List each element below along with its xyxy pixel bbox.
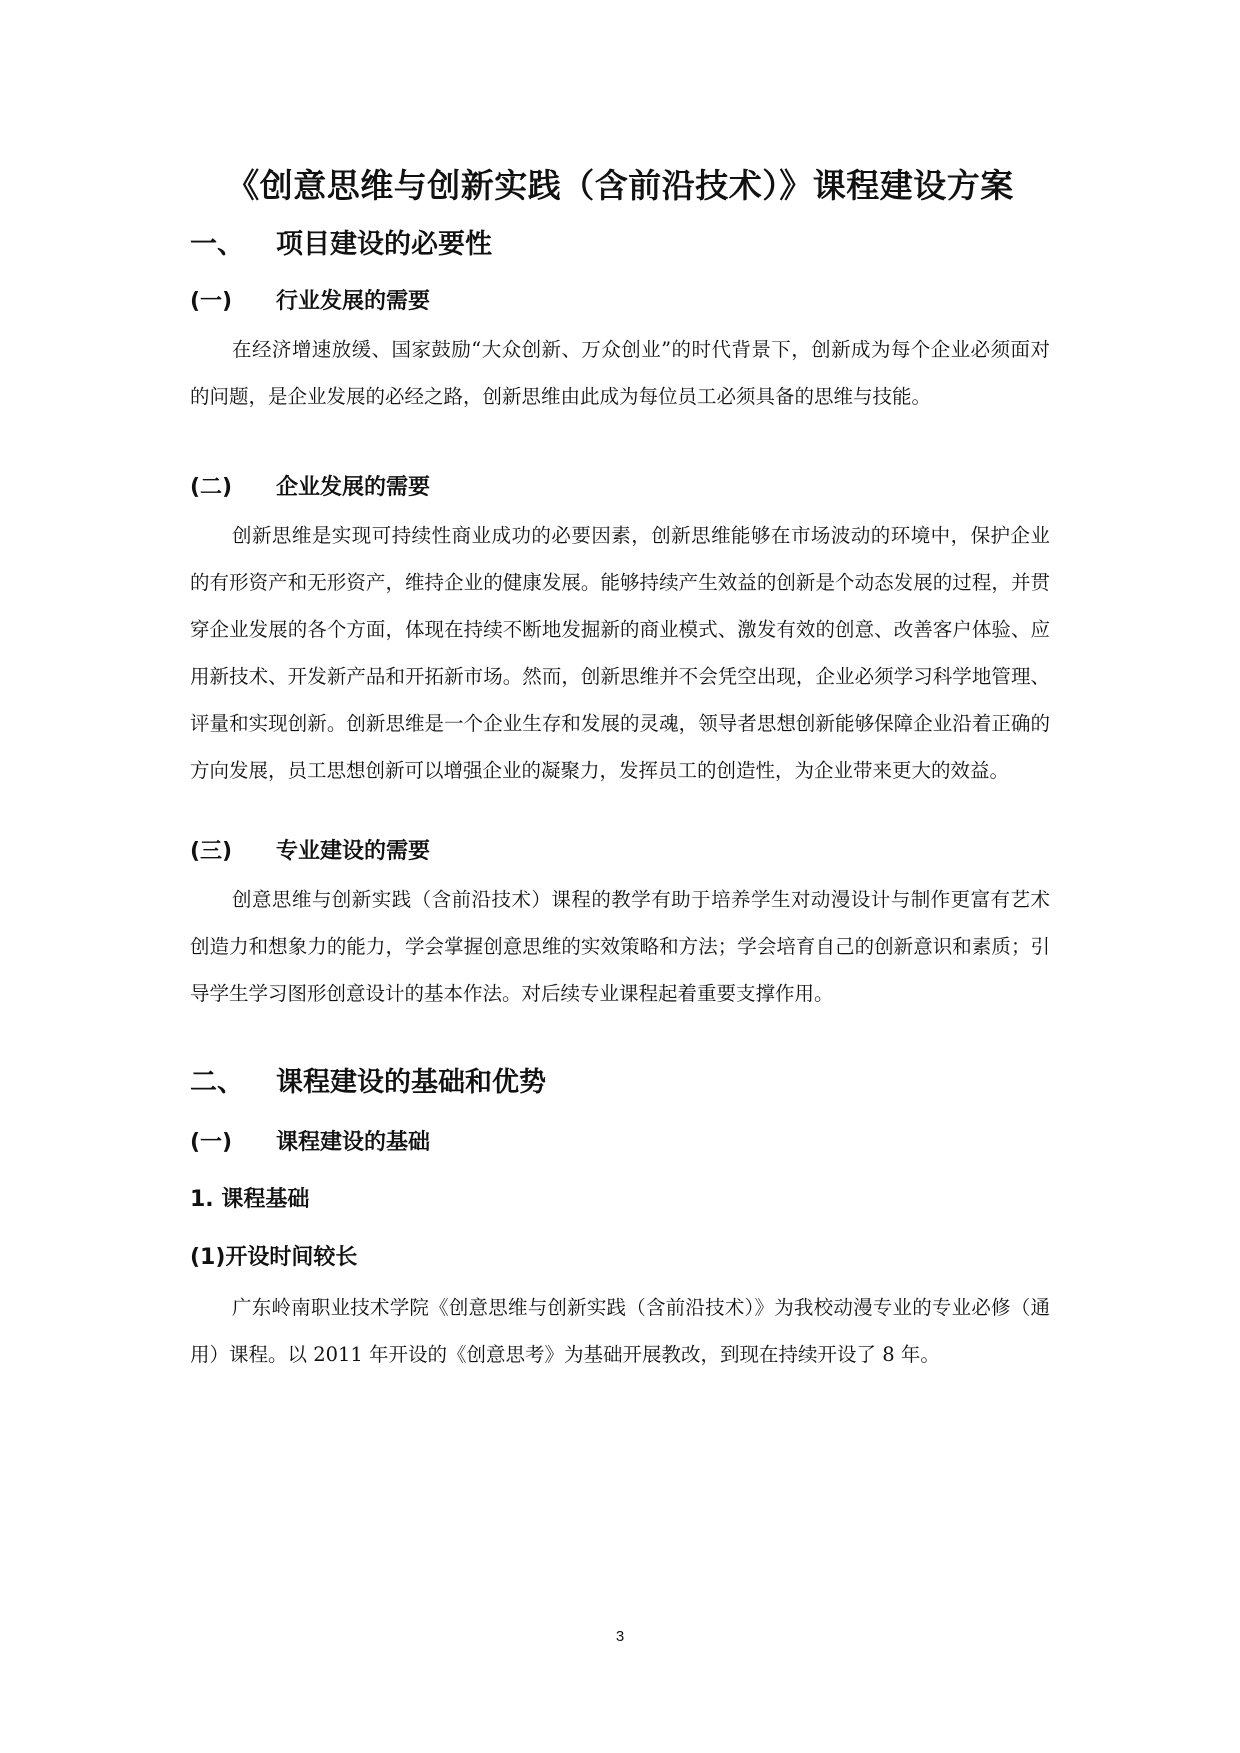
subsection-title: 企业发展的需要	[276, 475, 431, 500]
section-heading-2	[0, 1060, 1240, 1096]
subsection-heading-1-1	[0, 284, 1240, 314]
subsection-number: (二)	[190, 475, 233, 500]
section-number: 一、	[190, 229, 244, 260]
paragraph-industry-need: 在经济增速放缓、国家鼓励“大众创新、万众创业”的时代背景下，创新成为每个企业必须面对的问题，是企业发展的必经之路，创新思维由此成为每位员工必须具备的思维与技能。	[190, 338, 1050, 408]
heading-course-foundation: 1. 课程基础	[190, 1187, 310, 1212]
subsection-heading-2-1	[0, 1125, 1240, 1155]
paragraph-major-need: 创意思维与创新实践（含前沿技术）课程的教学有助于培养学生对动漫设计与制作更富有艺术创造力和想象力的能力，学会掌握创意思维的实效策略和方法；学会培育自己的创新意识和素质；引导学生学习图形创意设计的基本作法。对后续专业课程起着重要支撑作用。	[190, 888, 1050, 1005]
document-title: 《创意思维与创新实践（含前沿技术）》课程建设方案	[226, 166, 1014, 205]
section-number: 二、	[190, 1067, 244, 1098]
section-title: 课程建设的基础和优势	[276, 1067, 546, 1098]
section-heading-1	[0, 222, 1240, 258]
subsection-title: 行业发展的需要	[276, 289, 431, 314]
subsection-heading-1-2	[0, 470, 1240, 500]
subsection-title: 课程建设的基础	[276, 1130, 431, 1155]
paragraph-enterprise-need: 创新思维是实现可持续性商业成功的必要因素，创新思维能够在市场波动的环境中，保护企业的有形资产和无形资产，维持企业的健康发展。能够持续产生效益的创新是个动态发展的过程，并贯穿企业发展的各个方面，体现在持续不断地发掘新的商业模式、激发有效的创意、改善客户体验、应用新技术、开发新产品和开拓新市场。然而，创新思维并不会凭空出现，企业必须学习科学地管理、评量和实现创新。创新思维是一个企业生存和发展的灵魂，领导者思想创新能够保障企业沿着正确的方向发展，员工思想创新可以增强企业的凝聚力，发挥员工的创造性，为企业带来更大的效益。	[190, 524, 1050, 782]
heading-long-history: (1)开设时间较长	[190, 1245, 358, 1270]
section-title: 项目建设的必要性	[276, 229, 492, 260]
page-number: 3	[615, 1628, 625, 1645]
subsection-number: (三)	[190, 839, 233, 864]
subsection-number: (一)	[190, 289, 233, 314]
paragraph-course-history: 广东岭南职业技术学院《创意思维与创新实践（含前沿技术）》为我校动漫专业的专业必修（通用）课程。以 2011 年开设的《创意思考》为基础开展教改，到现在持续开设了 8 年。	[190, 1296, 1050, 1366]
subsection-heading-1-3	[0, 834, 1240, 864]
subsection-title: 专业建设的需要	[276, 839, 431, 864]
subsection-number: (一)	[190, 1130, 233, 1155]
